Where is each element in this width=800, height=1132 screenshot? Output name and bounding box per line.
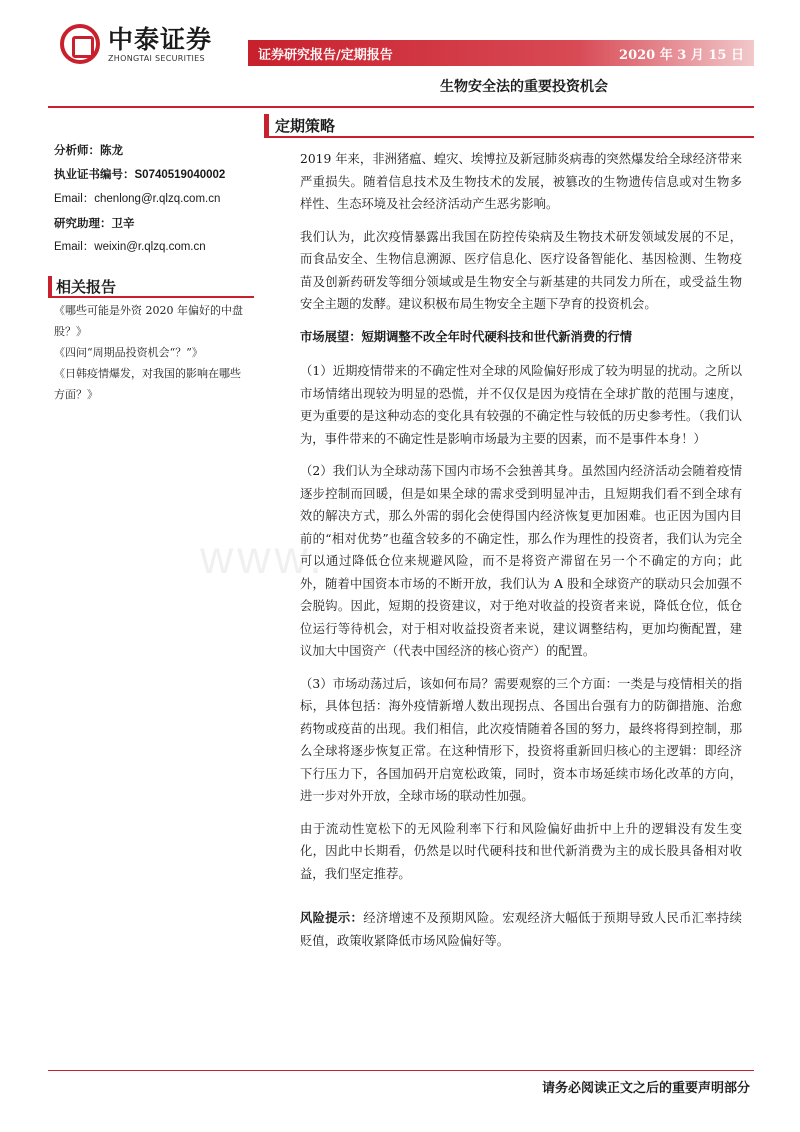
- body-paragraph: 由于流动性宽松下的无风险利率下行和风险偏好曲折中上升的逻辑没有发生变化，因此中长期看，仍然是以时代硬科技和世代新消费为主的成长股具备相对收益，我们坚定推荐。: [300, 821, 742, 881]
- related-reports-list: [54, 300, 250, 405]
- body-paragraph: （2）我们认为全球动荡下国内市场不会独善其身。虽然国内经济活动会随着疫情逐步控制而回暖，但是如果全球的需求受到明显冲击，且短期我们看不到全球有效的解决方式，那么外需的弱化会使得国内经济恢复更加困难。也正因为国内目前的“相对优势”也蕴含较多的不确定性，那么作为理性的投资者，我们认为完全可以通过降低仓位来规避风险，而不是将资产滞留在另一个不确定的方向；此外，随着中国资本市场的不断开放，我们认为 A 股和全球资产的联动只会加强不会脱钩。因此，短期的投资建议，对于绝对收益的投资者来说，降低仓位，低仓位运行等待机会，对于相对收益投资者来说，建议调整结构，更加均衡配置，建议加大中国资产（代表中国经济的核心资产）的配置。: [300, 464, 742, 658]
- header-divider: [48, 106, 754, 108]
- cert-row: [54, 162, 254, 187]
- brand-logo: [60, 24, 212, 64]
- analyst-info: [54, 138, 254, 259]
- analyst-email[interactable]: chenlong@r.qlzq.com.cn: [94, 193, 221, 205]
- cert-number: S0740519040002: [134, 169, 226, 181]
- email-row: [54, 187, 254, 211]
- related-reports-heading: [48, 276, 254, 298]
- related-report-item[interactable]: 《四问“周期品投资机会“？”》: [54, 346, 203, 359]
- body-paragraph: （1）近期疫情带来的不确定性对全球的风险偏好形成了较为明显的扰动。之所以市场情绪出现较为明显的恐慌，并不仅仅是因为疫情在全球扩散的范围与速度，更为重要的是这种动态的变化具有较强的不确定性与较低的历史参考性。（我们认为，事件带来的不确定性是影响市场最为主要的因素，而不是事件本身！）: [300, 364, 742, 446]
- disclaimer-note: 请务必阅读正文之后的重要声明部分: [541, 1081, 750, 1096]
- document-title: 生物安全法的重要投资机会: [440, 79, 608, 95]
- header-bar: [248, 40, 754, 66]
- assistant-email[interactable]: weixin@r.qlzq.com.cn: [94, 241, 206, 253]
- section-heading: [264, 114, 754, 138]
- related-report-item[interactable]: 《哪些可能是外资 2020 年偏好的中盘股？》: [54, 304, 243, 338]
- assistant-row: [54, 211, 254, 235]
- logo-mark-icon: [60, 24, 100, 64]
- analyst-name: 陈龙: [100, 143, 123, 157]
- related-heading-label: 相关报告: [56, 278, 117, 296]
- email-label: Email：: [54, 193, 95, 205]
- analyst-row: [54, 138, 254, 162]
- footer-divider: [48, 1070, 754, 1071]
- risk-notice: [300, 907, 742, 952]
- assistant-email-label: Email：: [54, 241, 95, 253]
- assistant-label: 研究助理：: [54, 216, 112, 230]
- report-type: 证券研究报告/定期报告: [258, 48, 393, 63]
- body-paragraph: （3）市场动荡过后，该如何布局？需要观察的三个方面：一类是与疫情相关的指标，具体包括：海外疫情新增人数出现拐点、各国出台强有力的防御措施、治愈药物或疫苗的出现。我们相信，此次疫情随着各国的努力，最终将得到控制，那么全球将逐步恢复正常。在这种情形下，投资将重新回归核心的主逻辑：即经济下行压力下，各国加码开启宽松政策，同时，资本市场延续市场化改革的方向，进一步对外开放，全球市场的联动性加强。: [300, 676, 742, 803]
- assistant-name: 卫辛: [111, 216, 135, 230]
- report-date: 2020 年 3 月 15 日: [619, 48, 744, 63]
- section-label: 定期策略: [275, 117, 336, 135]
- watermark: www.: [200, 531, 326, 583]
- brand-name-en: ZHONGTAI SECURITIES: [108, 53, 205, 63]
- cert-label: 执业证书编号：: [54, 167, 135, 181]
- assistant-email-row: [54, 235, 254, 259]
- brand-name-cn: 中泰证券: [108, 24, 213, 54]
- related-report-item[interactable]: 《日韩疫情爆发，对我国的影响在哪些方面？》: [54, 367, 241, 401]
- body-paragraph: 2019 年来，非洲猪瘟、蝗灾、埃博拉及新冠肺炎病毒的突然爆发给全球经济带来严重损失。随着信息技术及生物技术的发展，被篡改的生物遗传信息或对生物多样性、生态环境及社会经济活动产生恶劣影响。: [300, 152, 742, 211]
- analyst-label: 分析师：: [54, 143, 100, 157]
- risk-label: 风险提示：: [300, 910, 364, 925]
- report-body: [300, 148, 742, 962]
- market-outlook-heading: 市场展望：短期调整不改全年时代硬科技和世代新消费的行情: [300, 328, 633, 344]
- body-paragraph: 我们认为，此次疫情暴露出我国在防控传染病及生物技术研发领域发展的不足，而食品安全、生物信息溯源、医疗信息化、医疗设备智能化、基因检测、生物疫苗及创新药研发等细分领域或是生物安全与新基建的共同发力所在，或受益生物安全主题的发酵。建议积极布局生物安全主题下孕育的投资机会。: [300, 229, 742, 311]
- risk-text: 经济增速不及预期风险。宏观经济大幅低于预期导致人民币汇率持续贬值，政策收紧降低市场风险偏好等。: [300, 911, 742, 948]
